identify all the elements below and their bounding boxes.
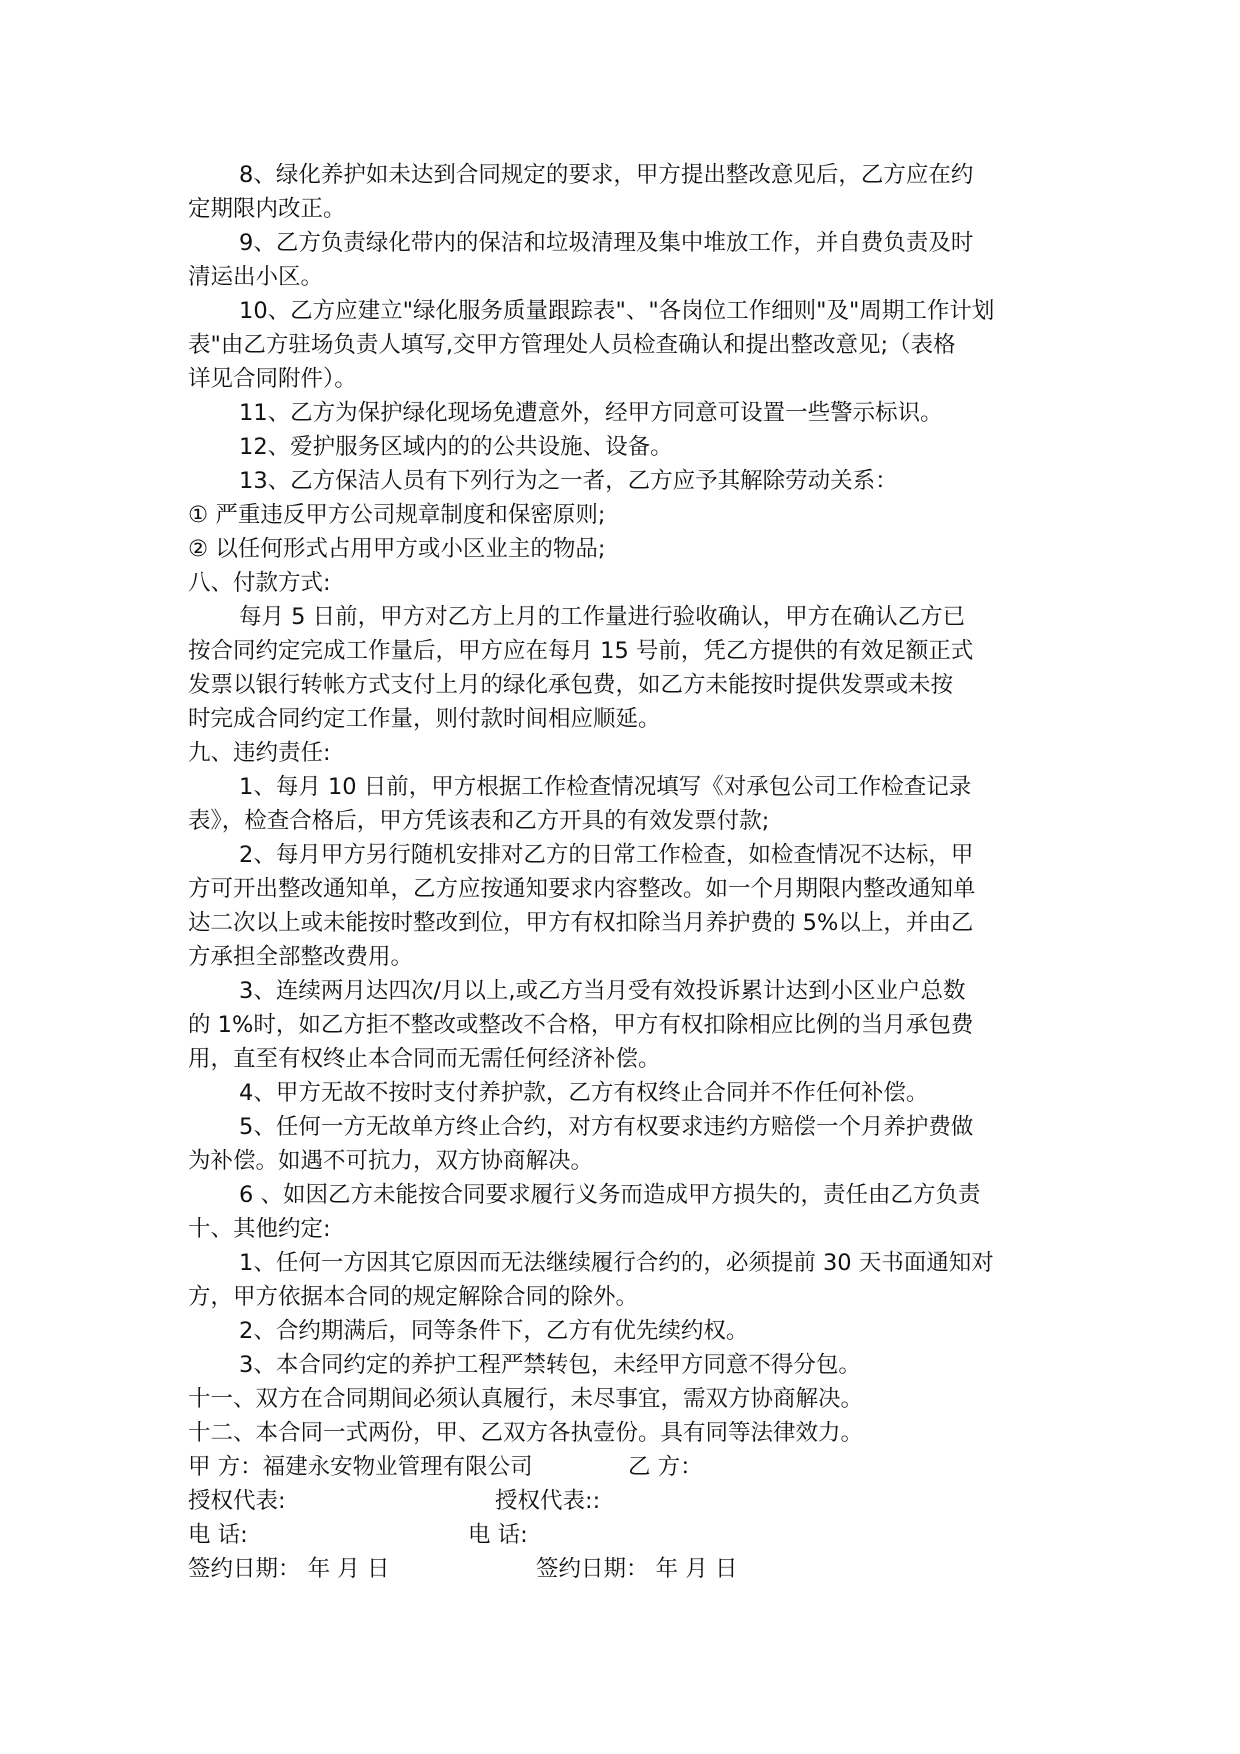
text-line: 9、乙方负责绿化带内的保洁和垃圾清理及集中堆放工作，并自费负责及时 <box>239 230 974 256</box>
signature-row-phone <box>188 1518 1068 1552</box>
text-line: 3、本合同约定的养护工程严禁转包，未经甲方同意不得分包。 <box>239 1352 861 1378</box>
text-line: 2、每月甲方另行随机安排对乙方的日常工作检查，如检查情况不达标，甲 <box>239 842 974 868</box>
text-line: 十、其他约定: <box>188 1216 331 1242</box>
text-line: ② 以任何形式占用甲方或小区业主的物品; <box>188 536 606 562</box>
text-line: 每月 5 日前，甲方对乙方上月的工作量进行验收确认，甲方在确认乙方已 <box>239 604 966 630</box>
signature-row-party <box>188 1450 1068 1484</box>
text-line: 九、违约责任: <box>188 740 331 766</box>
text-line: 6 、如因乙方未能按合同要求履行义务而造成甲方损失的，责任由乙方负责 <box>239 1182 981 1208</box>
text-line: 十一、双方在合同期间必须认真履行，未尽事宜，需双方协商解决。 <box>188 1386 864 1412</box>
text-line: 1、每月 10 日前，甲方根据工作检查情况填写《对承包公司工作检查记录 <box>239 774 972 800</box>
text-line: 为补偿。如遇不可抗力，双方协商解决。 <box>188 1148 594 1174</box>
text-line: 5、任何一方无故单方终止合约，对方有权要求违约方赔偿一个月养护费做 <box>239 1114 974 1140</box>
text-line: 3、连续两月达四次/月以上,或乙方当月受有效投诉累计达到小区业户总数 <box>239 978 966 1004</box>
party-a-representative: 授权代表: <box>188 1488 286 1514</box>
party-a-label: 甲 方：福建永安物业管理有限公司 <box>188 1454 533 1480</box>
text-line: ① 严重违反甲方公司规章制度和保密原则; <box>188 502 606 528</box>
text-line: 达二次以上或未能按时整改到位，甲方有权扣除当月养护费的 5%以上，并由乙 <box>188 910 974 936</box>
text-line: 4、甲方无故不按时支付养护款，乙方有权终止合同并不作任何补偿。 <box>239 1080 929 1106</box>
text-line: 12、爱护服务区域内的的公共设施、设备。 <box>239 434 673 460</box>
text-line: 发票以银行转帐方式支付上月的绿化承包费，如乙方未能按时提供发票或未按 <box>188 672 954 698</box>
text-line: 1、任何一方因其它原因而无法继续履行合约的，必须提前 30 天书面通知对 <box>239 1250 994 1276</box>
text-line: 8、绿化养护如未达到合同规定的要求，甲方提出整改意见后，乙方应在约 <box>239 162 974 188</box>
text-line: 定期限内改正。 <box>188 196 346 222</box>
contract-body <box>188 158 1068 1450</box>
text-line: 八、付款方式: <box>188 570 331 596</box>
signature-row-date <box>188 1552 1068 1586</box>
text-line: 时完成合同约定工作量，则付款时间相应顺延。 <box>188 706 661 732</box>
party-a-sign-date: 签约日期： 年 月 日 <box>188 1556 390 1582</box>
text-line: 表"由乙方驻场负责人填写,交甲方管理处人员检查确认和提出整改意见;（表格 <box>188 332 956 358</box>
signature-row-representative <box>188 1484 1068 1518</box>
text-line: 10、乙方应建立"绿化服务质量跟踪表"、"各岗位工作细则"及"周期工作计划 <box>239 298 995 324</box>
text-line: 按合同约定完成工作量后，甲方应在每月 15 号前，凭乙方提供的有效足额正式 <box>188 638 974 664</box>
text-line: 用，直至有权终止本合同而无需任何经济补偿。 <box>188 1046 661 1072</box>
text-line: 十二、本合同一式两份，甲、乙双方各执壹份。具有同等法律效力。 <box>188 1420 864 1446</box>
text-line: 方可开出整改通知单，乙方应按通知要求内容整改。如一个月期限内整改通知单 <box>188 876 976 902</box>
party-a-phone: 电 话: <box>188 1522 248 1548</box>
text-line: 2、合约期满后，同等条件下，乙方有优先续约权。 <box>239 1318 749 1344</box>
text-line: 方承担全部整改费用。 <box>188 944 414 970</box>
text-line: 详见合同附件）。 <box>188 366 357 392</box>
document-page <box>188 158 1068 1586</box>
text-line: 清运出小区。 <box>188 264 324 290</box>
text-line: 11、乙方为保护绿化现场免遭意外，经甲方同意可设置一些警示标识。 <box>239 400 943 426</box>
party-b-representative: 授权代表:: <box>495 1488 601 1514</box>
party-b-sign-date: 签约日期： 年 月 日 <box>536 1556 738 1582</box>
party-b-label: 乙 方： <box>628 1454 703 1480</box>
text-line: 表》，检查合格后，甲方凭该表和乙方开具的有效发票付款; <box>188 808 770 834</box>
text-line: 方，甲方依据本合同的规定解除合同的除外。 <box>188 1284 639 1310</box>
party-b-phone: 电 话: <box>468 1522 528 1548</box>
text-line: 13、乙方保洁人员有下列行为之一者，乙方应予其解除劳动关系： <box>239 468 898 494</box>
text-line: 的 1%时，如乙方拒不整改或整改不合格，甲方有权扣除相应比例的当月承包费 <box>188 1012 974 1038</box>
